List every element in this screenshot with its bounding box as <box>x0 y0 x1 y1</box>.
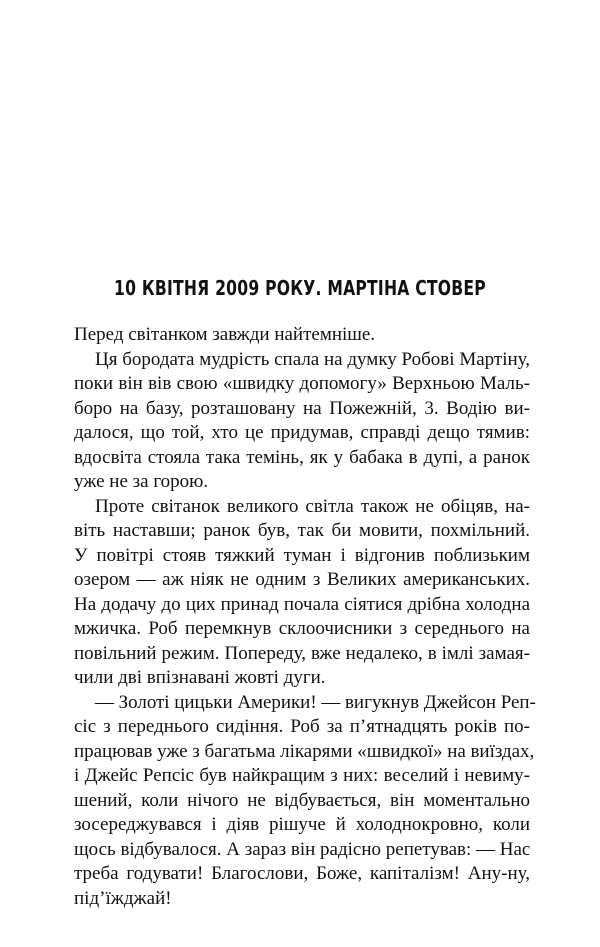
text-line: вдосвіта стояла така темінь, як у бабака в дупі, а ранок <box>74 446 530 468</box>
paragraph-1 <box>74 323 530 348</box>
chapter-title: 10 КВІТНЯ 2009 РОКУ. МАРТІНА СТОВЕР <box>114 276 486 300</box>
paragraph-2 <box>74 348 530 495</box>
text-line: Проте світанок великого світла також не обіцяв, на- <box>95 495 530 517</box>
text-line: треба годувати! Благослови, Боже, капіталізм! Ану-ну, <box>74 863 530 884</box>
text-line: мжичка. Роб перемкнув склоочисники з середнього на <box>74 618 530 639</box>
text-line: під’їжджай! <box>74 887 172 909</box>
text-line: Ця бородата мудрість спала на думку Робові Мартіну, <box>95 348 530 370</box>
text-line: далося, що той, хто це придумав, справді дещо тямив: <box>74 422 530 443</box>
text-line: Перед світанком завжди найтемніше. <box>74 324 376 345</box>
text-line: — Золоті цицьки Америки! — вигукнув Джейсон Реп- <box>95 691 536 713</box>
text-line: У повітрі стояв тяжкий туман і відгонив поблизьким <box>74 544 530 566</box>
text-line: шений, коли нічого не відбувається, він моментально <box>74 789 530 811</box>
paragraph-4 <box>74 691 536 912</box>
body-text <box>74 323 536 911</box>
text-line: і Джейс Репсіс був найкращим з них: веселий і невиму- <box>74 765 530 786</box>
text-line: озером — аж ніяк не одним з Великих американських. <box>74 569 530 590</box>
text-line: віть настaвши; ранок був, так би мовити, похмільний. <box>74 520 530 541</box>
paragraph-3 <box>74 495 530 691</box>
text-line: На додачу до цих принад почала сіятися дрібна холодна <box>74 593 530 615</box>
text-line: щось відбувалося. А зараз він радісно репетував: — Нас <box>74 838 531 860</box>
text-line: працював уже з багатьма лікарями «швидкої» на виїздах, <box>74 740 535 762</box>
text-line: боро на базу, розташовану на Пожежній, 3. Водію ви- <box>74 397 530 419</box>
text-line: уже не за горою. <box>74 471 209 492</box>
text-line: чили дві впізнавані жовті дуги. <box>74 667 326 688</box>
text-line: зосереджувався і діяв рішуче й холоднокровно, коли <box>74 814 530 835</box>
text-line: поки він вів свою «швидку допомогу» Верхньою Маль- <box>74 373 530 394</box>
text-line: повільний режим. Попереду, вже недалеко, в імлі замая- <box>74 642 530 664</box>
text-line: сіс з переднього сидіння. Роб за п’ятнадцять років по- <box>74 716 530 737</box>
